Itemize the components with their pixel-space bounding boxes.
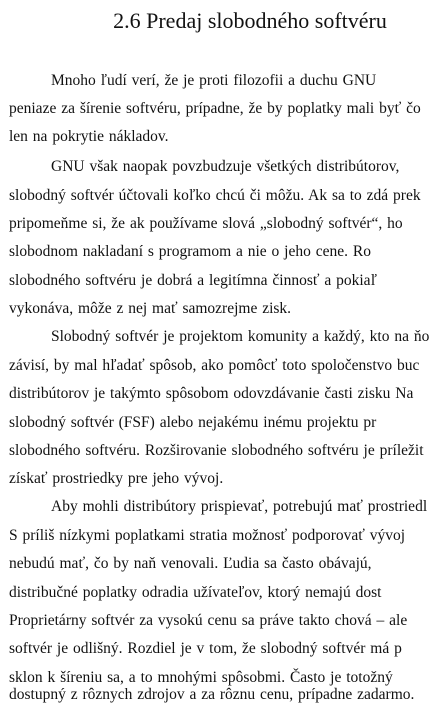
paragraph-4-line-2: S príliš nízkymi poplatkami stratia možnosť podporovať vývoj (9, 527, 406, 544)
paragraph-4-line-1: Aby mohli distribútory prispievať, potrebujú mať prostriedl (51, 498, 428, 515)
paragraph-2-line-1: GNU však naopak povzbudzuje všetkých distribútorov, (51, 158, 400, 175)
paragraph-2-line-2: slobodný softvér účtovali koľko chcú či môžu. Ak sa to zdá prek (9, 187, 421, 204)
paragraph-2-line-6: vykonáva, môže z nej mať samozrejme zisk. (9, 300, 292, 317)
paragraph-3-line-6: získať prostriedky pre jeho vývoj. (9, 470, 224, 487)
paragraph-3-line-5: slobodného softvéru. Rozširovanie slobodného softvéru je príležit (9, 442, 424, 459)
paragraph-4-line-6: softvér je odlišný. Rozdiel je v tom, že slobodný softvér má p (9, 640, 402, 657)
paragraph-4-line-5: Proprietárny softvér za vysokú cenu sa práve takto chová – ale (9, 612, 408, 629)
paragraph-4-line-8: dostupný z rôznych zdrojov a za rôznu cenu, prípadne zadarmo. (9, 686, 415, 703)
paragraph-1-line-2: peniaze za šírenie softvéru, prípadne, že by poplatky mali byť čo (9, 100, 421, 117)
paragraph-2-line-3: pripomeňme si, že ak používame slová „slobodný softvér“, ho (9, 215, 403, 232)
paragraph-3-line-2: závisí, by mal hľadať spôsob, ako pomôcť toto spoločenstvo buc (9, 357, 420, 374)
paragraph-4-line-7: sklon k šíreniu sa, a to mnohými spôsobmi. Často je totožný (9, 669, 393, 686)
paragraph-3-line-4: slobodný softvér (FSF) alebo nejakému inému projektu pr (9, 414, 377, 431)
paragraph-2-line-4: slobodnom nakladaní s programom a nie o jeho cene. Ro (9, 243, 371, 260)
paragraph-3-line-1: Slobodný softvér je projektom komunity a každý, kto na ňo (51, 328, 430, 345)
paragraph-1-line-3: len na pokrytie nákladov. (9, 128, 169, 145)
paragraph-4-line-4: distribučné poplatky odradia užívateľov, ktorý nemajú dost (9, 584, 382, 601)
paragraph-3-line-3: distribútorov je takýmto spôsobom odovzdávanie časti zisku Na (9, 385, 414, 402)
section-title: 2.6 Predaj slobodného softvéru (113, 8, 387, 33)
paragraph-4-line-3: nebudú mať, čo by naň venovali. Ľudia sa často obávajú, (9, 555, 372, 572)
paragraph-1-line-1: Mnoho ľudí verí, že je proti filozofii a duchu GNU (51, 72, 377, 89)
paragraph-2-line-5: slobodného softvéru je dobrá a legitímna činnosť a pokiaľ (9, 272, 377, 289)
